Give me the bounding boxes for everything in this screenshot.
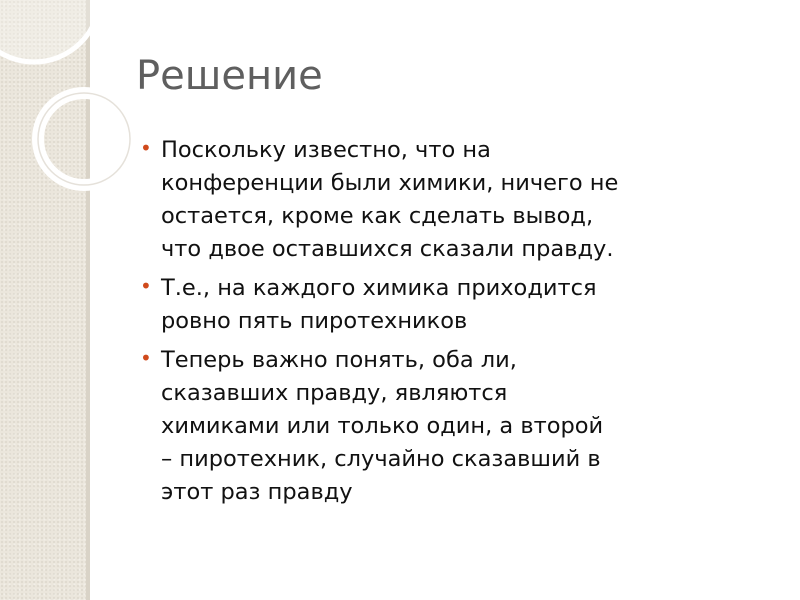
bullet-line: Т.е., на каждого химика приходится — [161, 275, 597, 301]
bullet-item-2 — [140, 272, 780, 338]
bullet-line: остается, кроме как сделать вывод, — [161, 203, 594, 229]
bullet-list — [140, 134, 780, 515]
bullet-line: Поскольку известно, что на — [161, 137, 491, 163]
bullet-line: конференции были химики, ничего не — [161, 170, 619, 196]
decorative-circles — [0, 0, 140, 230]
bullet-line: этот раз правду — [161, 479, 353, 505]
bullet-item-1 — [140, 134, 780, 266]
bullet-line: химиками или только один, а второй — [161, 413, 604, 439]
bullet-item-3 — [140, 344, 780, 509]
bullet-icon: • — [140, 136, 152, 160]
bullet-line: ровно пять пиротехников — [161, 308, 468, 334]
bullet-line: сказавших правду, являются — [161, 380, 508, 406]
bullet-line: что двое оставшихся сказали правду. — [161, 236, 614, 262]
bullet-line: Теперь важно понять, оба ли, — [161, 347, 517, 373]
decorative-circle-small-outline — [38, 93, 130, 185]
bullet-icon: • — [140, 346, 152, 370]
bullet-icon: • — [140, 274, 152, 298]
decorative-circle-large — [0, 0, 100, 62]
bullet-line: – пиротехник, случайно сказавший в — [161, 446, 601, 472]
slide-title: Решение — [136, 53, 323, 99]
